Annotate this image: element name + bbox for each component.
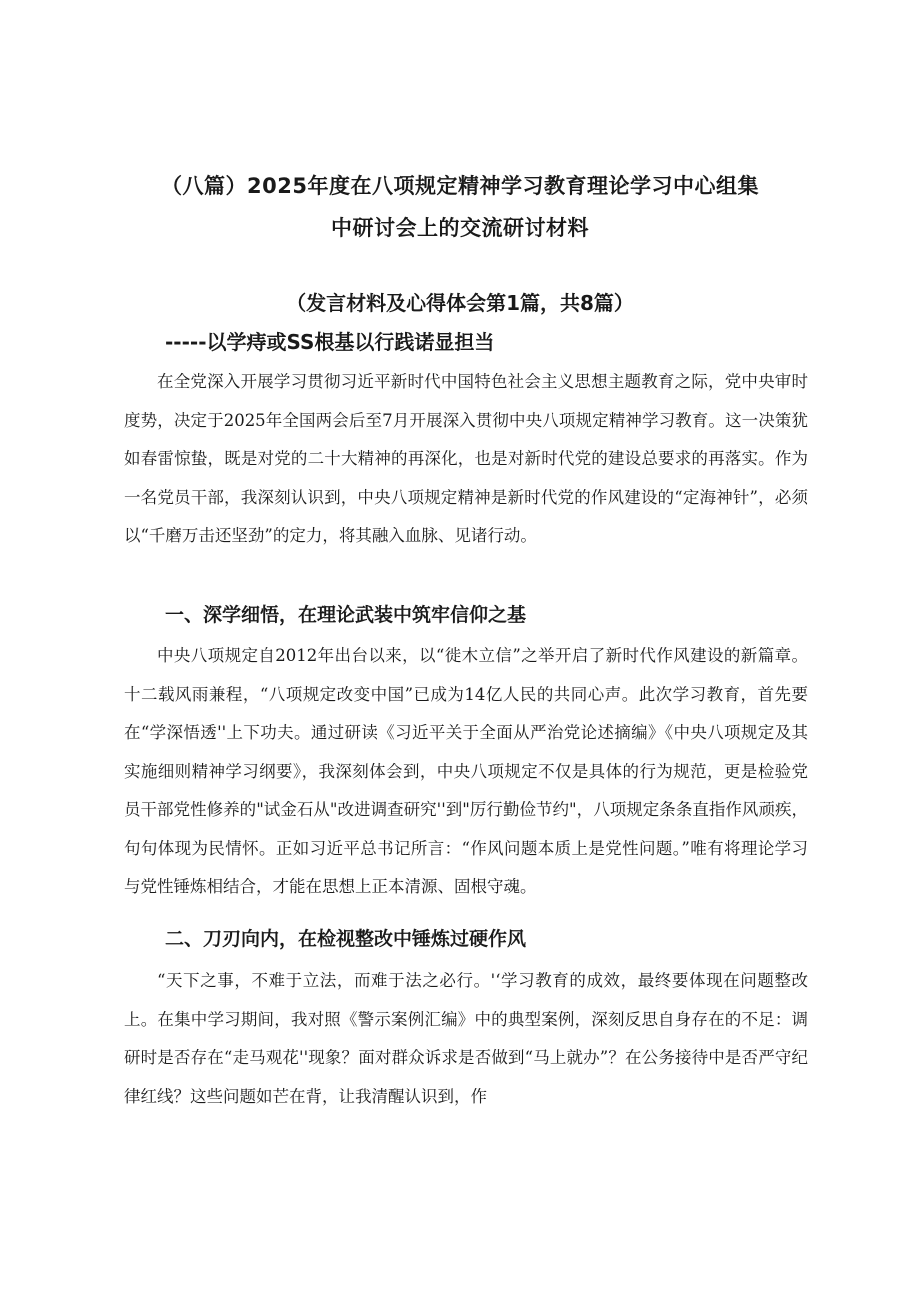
- section-2-paragraph: “天下之事，不难于立法，而难于法之必行。'‘学习教育的成效，最终要体现在问题整改上。在集中学习期间，我对照《警示案例汇编》中的典型案例，深刻反思自身存在的不足：调研时是否存在“走马观花''现象？面对群众诉求是否做到“马上就办”？在公务接待中是否严守纪律红线？这些问题如芒在背，让我清醒认识到，作: [124, 971, 808, 1106]
- section-heading-2: 二、刀刃向内，在检视整改中锤炼过硬作风: [165, 928, 527, 950]
- intro-paragraph: 在全党深入开展学习贯彻习近平新时代中国特色社会主义思想主题教育之际，党中央审时度势，决定于2025年全国两会后至7月开展深入贯彻中央八项规定精神学习教育。这一决策犹如春雷惊蛰，既是对党的二十大精神的再深化，也是对新时代党的建设总要求的再落实。作为一名党员干部，我深刻认识到，中央八项规定精神是新时代党的作风建设的“定海神针”，必须以“千磨万击还坚劲”的定力，将其融入血脉、见诸行动。: [124, 372, 808, 545]
- document-title-line-1: （八篇）2025年度在八项规定精神学习教育理论学习中心组集: [161, 174, 759, 198]
- document-subtitle: （发言材料及心得体会第1篇，共8篇）: [286, 291, 634, 315]
- section-1-paragraph: 中央八项规定自2012年出台以来，以“徙木立信”之举开启了新时代作风建设的新篇章。十二载风雨兼程，“八项规定改变中国”已成为14亿人民的共同心声。此次学习教育，首先要在“学深悟透''上下功夫。通过研读《习近平关于全面从严治党论述摘编》《中央八项规定及其实施细则精神学习纲要》，我深刻体会到，中央八项规定不仅是具体的行为规范，更是检验党员干部党性修养的"试金石从"改进调查研究''到"厉行勤俭节约"，八项规定条条直指作风顽疾，句句体现为民情怀。正如习近平总书记所言：“作风问题本质上是党性问题。”唯有将理论学习与党性锤炼相结合，才能在思想上正本清源、固根守魂。: [124, 646, 808, 896]
- document-tagline: -----以学痔或SS根基以行践诺显担当: [165, 330, 495, 354]
- document-title-line-2: 中研讨会上的交流研讨材料: [331, 216, 589, 240]
- section-heading-1: 一、深学细悟，在理论武装中筑牢信仰之基: [165, 604, 527, 626]
